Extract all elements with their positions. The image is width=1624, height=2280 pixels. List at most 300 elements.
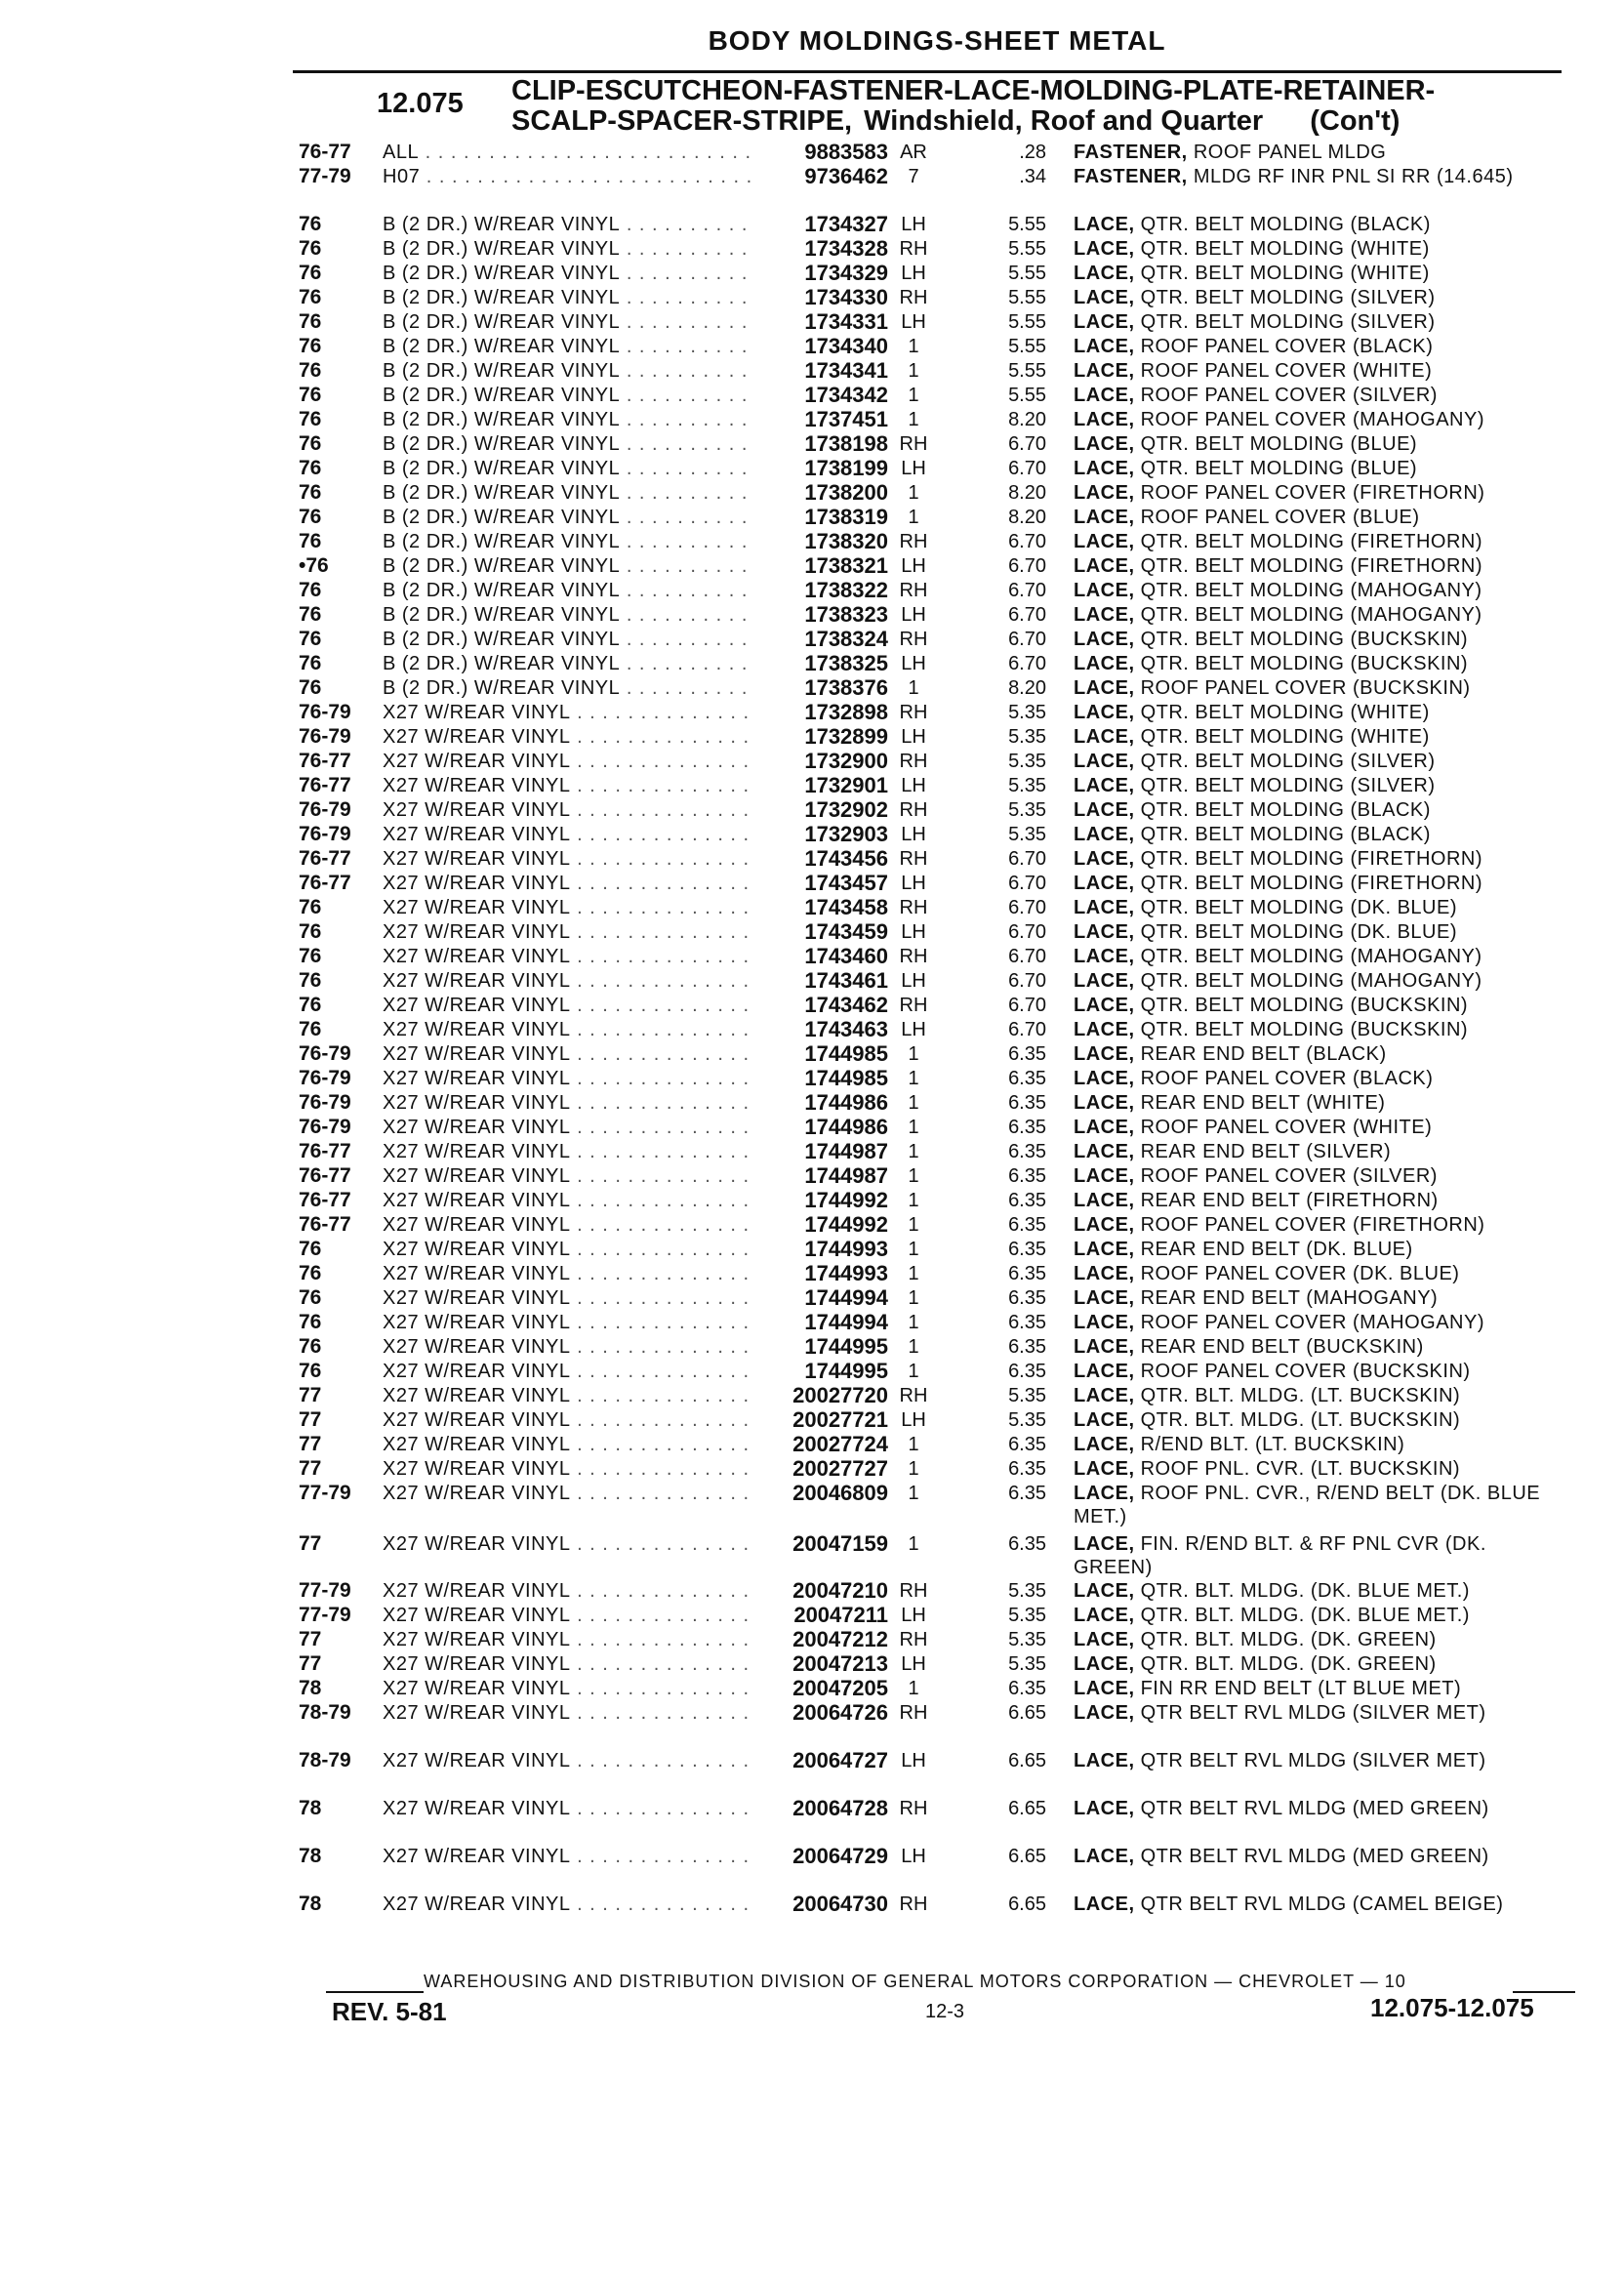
description-text: QTR. BELT MOLDING (BUCKSKIN) <box>1140 653 1469 674</box>
quantity: RH <box>899 799 928 821</box>
description-text: QTR. BELT MOLDING (WHITE) <box>1140 702 1430 723</box>
description-text: QTR. BELT MOLDING (SILVER) <box>1140 311 1436 333</box>
price: 6.70 <box>1008 604 1046 626</box>
model-year: 76 <box>299 945 322 967</box>
model-year: 77-79 <box>299 1579 351 1602</box>
description <box>1074 262 1562 285</box>
description-text: ROOF PANEL COVER (SILVER) <box>1140 385 1438 406</box>
description <box>1074 969 1562 993</box>
model-year: 77-79 <box>299 1482 351 1504</box>
price: 6.65 <box>1008 1846 1046 1867</box>
model: X27 W/REAR VINYL . . . <box>383 1482 753 1505</box>
part-number: 1738199 <box>804 456 888 480</box>
price: 5.35 <box>1008 702 1046 723</box>
model: X27 W/REAR VINYL . . . <box>383 1408 753 1432</box>
model-year: 76 <box>299 603 322 626</box>
part-number: 1734341 <box>804 358 888 383</box>
part-number: 1734330 <box>804 285 888 309</box>
description-text: QTR. BLT. MLDG. (DK. GREEN) <box>1140 1629 1437 1650</box>
part-number: 1743462 <box>804 993 888 1017</box>
description-text: QTR. BELT MOLDING (SILVER) <box>1140 287 1436 308</box>
description <box>1074 1238 1562 1261</box>
price: 5.55 <box>1008 263 1046 284</box>
description <box>1074 1701 1562 1725</box>
section-number: 12.075 <box>377 88 464 119</box>
description-text: QTR. BLT. MLDG. (DK. BLUE MET.) <box>1140 1580 1470 1602</box>
description <box>1074 1652 1562 1676</box>
description-text: ROOF PANEL COVER (WHITE) <box>1140 1117 1433 1138</box>
description-type: LACE, <box>1074 1190 1135 1211</box>
price: 6.70 <box>1008 848 1046 870</box>
part-number: 1734340 <box>804 334 888 358</box>
model: X27 W/REAR VINYL . . . <box>383 1116 753 1139</box>
price: 6.70 <box>1008 580 1046 601</box>
model: X27 W/REAR VINYL . . . <box>383 1335 753 1359</box>
quantity: 1 <box>908 360 919 382</box>
model: X27 W/REAR VINYL . . . <box>383 1067 753 1090</box>
model: B (2 DR.) W/REAR VINYL . . . <box>383 213 753 236</box>
description-type: LACE, <box>1074 1798 1135 1819</box>
part-number: 1743456 <box>804 846 888 871</box>
price: 6.70 <box>1008 970 1046 992</box>
quantity: 1 <box>908 1117 919 1138</box>
quantity: 1 <box>908 1190 919 1211</box>
part-number: 1734327 <box>804 212 888 236</box>
description-type: LACE, <box>1074 580 1135 601</box>
part-number: 1732899 <box>804 724 888 749</box>
price: 8.20 <box>1008 409 1046 430</box>
description-text: FIN. R/END BLT. & RF PNL CVR (DK. GREEN) <box>1074 1533 1486 1578</box>
part-number: 1738320 <box>804 529 888 553</box>
description-text: QTR BELT RVL MLDG (CAMEL BEIGE) <box>1140 1893 1504 1915</box>
model: B (2 DR.) W/REAR VINYL . . . <box>383 262 753 285</box>
model-year: 76 <box>299 384 322 406</box>
model-year: 77 <box>299 1628 322 1650</box>
model: X27 W/REAR VINYL . . . <box>383 1701 753 1725</box>
description-text: MLDG RF INR PNL SI RR (14.645) <box>1193 166 1514 187</box>
description-type: LACE, <box>1074 531 1135 552</box>
description-text: QTR. BELT MOLDING (FIRETHORN) <box>1140 555 1482 577</box>
part-number: 20027721 <box>792 1407 888 1432</box>
part-number: 1732901 <box>804 773 888 797</box>
quantity: LH <box>901 726 926 748</box>
price: 5.55 <box>1008 311 1046 333</box>
description-type: LACE, <box>1074 555 1135 577</box>
page-header-title: BODY MOLDINGS-SHEET METAL <box>708 25 1166 56</box>
model-year: 76-77 <box>299 1213 351 1236</box>
model: X27 W/REAR VINYL . . . <box>383 1311 753 1334</box>
description-type: LACE, <box>1074 507 1135 528</box>
description-text: QTR. BELT MOLDING (BLUE) <box>1140 458 1418 479</box>
description-type: LACE, <box>1074 1165 1135 1187</box>
part-number: 1734342 <box>804 383 888 407</box>
quantity: RH <box>899 629 928 650</box>
part-number: 1743463 <box>804 1017 888 1041</box>
model: X27 W/REAR VINYL . . . <box>383 1189 753 1212</box>
quantity: RH <box>899 531 928 552</box>
price: 6.35 <box>1008 1458 1046 1480</box>
part-number: 1744987 <box>804 1163 888 1188</box>
model-year: 76 <box>299 920 322 943</box>
model: B (2 DR.) W/REAR VINYL . . . <box>383 603 753 627</box>
model-year: 77-79 <box>299 165 351 187</box>
description-type: LACE, <box>1074 897 1135 918</box>
description-type: LACE, <box>1074 775 1135 796</box>
description-type: LACE, <box>1074 1361 1135 1382</box>
description-text: ROOF PANEL COVER (BUCKSKIN) <box>1140 1361 1471 1382</box>
model-year: 78-79 <box>299 1701 351 1724</box>
model-year: 76 <box>299 237 322 260</box>
part-number: 1743459 <box>804 919 888 944</box>
model-year: 77 <box>299 1384 322 1406</box>
price: 8.20 <box>1008 482 1046 504</box>
part-number: 9736462 <box>804 164 888 188</box>
model: X27 W/REAR VINYL . . . <box>383 725 753 749</box>
quantity: 1 <box>908 482 919 504</box>
model-year: 76-77 <box>299 1140 351 1162</box>
description-text: QTR. BELT MOLDING (FIRETHORN) <box>1140 873 1482 894</box>
description <box>1074 1335 1562 1359</box>
description-text: QTR. BELT MOLDING (MAHOGANY) <box>1140 580 1482 601</box>
model-year: 76 <box>299 896 322 918</box>
part-number: 1738323 <box>804 602 888 627</box>
price: 5.35 <box>1008 1605 1046 1626</box>
price: 5.35 <box>1008 1629 1046 1650</box>
description <box>1074 1116 1562 1139</box>
description-text: QTR. BELT MOLDING (SILVER) <box>1140 775 1436 796</box>
price: 5.55 <box>1008 336 1046 357</box>
model: X27 W/REAR VINYL . . . <box>383 774 753 797</box>
description-type: LACE, <box>1074 848 1135 870</box>
quantity: 1 <box>908 1533 919 1555</box>
model-year: 77 <box>299 1408 322 1431</box>
part-number: 1743460 <box>804 944 888 968</box>
model: X27 W/REAR VINYL . . . <box>383 1140 753 1163</box>
part-number: 1738319 <box>804 505 888 529</box>
description <box>1074 994 1562 1017</box>
quantity: LH <box>901 970 926 992</box>
description-type: LACE, <box>1074 873 1135 894</box>
description-type: LACE, <box>1074 799 1135 821</box>
model-year: 76 <box>299 994 322 1016</box>
model: X27 W/REAR VINYL . . . <box>383 1384 753 1407</box>
price: 6.35 <box>1008 1287 1046 1309</box>
description-text: QTR BELT RVL MLDG (MED GREEN) <box>1140 1798 1489 1819</box>
part-number: 20047213 <box>792 1651 888 1676</box>
model: B (2 DR.) W/REAR VINYL . . . <box>383 237 753 261</box>
description-text: QTR. BELT MOLDING (WHITE) <box>1140 238 1430 260</box>
description-type: LACE, <box>1074 824 1135 845</box>
quantity: RH <box>899 287 928 308</box>
description <box>1074 384 1562 407</box>
model: ALL . . . <box>383 141 753 164</box>
footer-section-range: 12.075-12.075 <box>1370 1993 1534 2022</box>
model: X27 W/REAR VINYL . . . <box>383 1604 753 1627</box>
part-number: 20064726 <box>792 1700 888 1725</box>
part-number: 1743457 <box>804 871 888 895</box>
footer-page-number: 12-3 <box>925 2001 965 2022</box>
description <box>1074 603 1562 627</box>
description-type: LACE, <box>1074 1287 1135 1309</box>
quantity: 1 <box>908 1678 919 1699</box>
part-number: 1744995 <box>804 1334 888 1359</box>
description <box>1074 1213 1562 1237</box>
model-year: 76 <box>299 213 322 235</box>
price: 5.35 <box>1008 775 1046 796</box>
part-number: 1744993 <box>804 1237 888 1261</box>
description <box>1074 1604 1562 1627</box>
description-text: QTR. BELT MOLDING (BUCKSKIN) <box>1140 1019 1469 1040</box>
quantity: LH <box>901 311 926 333</box>
model: X27 W/REAR VINYL . . . <box>383 1532 753 1556</box>
description <box>1074 530 1562 553</box>
part-number: 1737451 <box>804 407 888 431</box>
part-number: 1743461 <box>804 968 888 993</box>
description <box>1074 1262 1562 1285</box>
part-number: 1738200 <box>804 480 888 505</box>
model-year: 76-77 <box>299 872 351 894</box>
price: 5.55 <box>1008 238 1046 260</box>
model: B (2 DR.) W/REAR VINYL . . . <box>383 457 753 480</box>
model-year: 76-79 <box>299 823 351 845</box>
part-number: 20047212 <box>792 1627 888 1651</box>
description-type: LACE, <box>1074 409 1135 430</box>
description-type: LACE, <box>1074 433 1135 455</box>
description <box>1074 1042 1562 1066</box>
model-year: 76 <box>299 1335 322 1358</box>
description <box>1074 1140 1562 1163</box>
description-type: LACE, <box>1074 1214 1135 1236</box>
description-text: REAR END BELT (BLACK) <box>1140 1043 1387 1065</box>
description-type: LACE, <box>1074 726 1135 748</box>
description <box>1074 628 1562 651</box>
description <box>1074 725 1562 749</box>
model-year: 76 <box>299 1286 322 1309</box>
description <box>1074 1360 1562 1383</box>
description <box>1074 1797 1562 1820</box>
part-number: 1744986 <box>804 1090 888 1115</box>
description-text: ROOF PANEL COVER (FIRETHORN) <box>1140 482 1485 504</box>
part-number: 1738321 <box>804 553 888 578</box>
description-type: LACE, <box>1074 311 1135 333</box>
description-text: REAR END BELT (MAHOGANY) <box>1140 1287 1439 1309</box>
price: 8.20 <box>1008 677 1046 699</box>
price: 6.35 <box>1008 1043 1046 1065</box>
price: 6.35 <box>1008 1361 1046 1382</box>
part-number: 1738325 <box>804 651 888 675</box>
model-year: 76 <box>299 628 322 650</box>
description <box>1074 1532 1562 1579</box>
description <box>1074 237 1562 261</box>
part-number: 1744992 <box>804 1188 888 1212</box>
footer-rule-left <box>326 1991 424 1993</box>
quantity: 1 <box>908 385 919 406</box>
quantity: 1 <box>908 1336 919 1358</box>
description <box>1074 652 1562 675</box>
description <box>1074 1457 1562 1481</box>
description-type: LACE, <box>1074 1458 1135 1480</box>
quantity: 1 <box>908 1434 919 1455</box>
quantity: RH <box>899 1798 928 1819</box>
description-text: ROOF PANEL COVER (MAHOGANY) <box>1140 409 1484 430</box>
model: X27 W/REAR VINYL . . . <box>383 847 753 871</box>
quantity: RH <box>899 946 928 967</box>
quantity: LH <box>901 604 926 626</box>
quantity: RH <box>899 1385 928 1406</box>
model-year: 78 <box>299 1797 322 1819</box>
part-number: 20027720 <box>792 1383 888 1407</box>
quantity: RH <box>899 897 928 918</box>
model-year: 76-77 <box>299 141 351 163</box>
part-number: 1744985 <box>804 1066 888 1090</box>
model-year: 78 <box>299 1845 322 1867</box>
description <box>1074 359 1562 383</box>
section-title-line2: SCALP-SPACER-STRIPE, <box>511 105 853 137</box>
model-year: 76-79 <box>299 701 351 723</box>
description-text: QTR. BELT MOLDING (WHITE) <box>1140 726 1430 748</box>
description-type: LACE, <box>1074 751 1135 772</box>
model-year: 76 <box>299 408 322 430</box>
model-year: 77 <box>299 1433 322 1455</box>
quantity: 1 <box>908 1312 919 1333</box>
model-year: 76 <box>299 457 322 479</box>
model-year: 76-79 <box>299 798 351 821</box>
description-type: LACE, <box>1074 336 1135 357</box>
model: X27 W/REAR VINYL . . . <box>383 798 753 822</box>
description-type: LACE, <box>1074 238 1135 260</box>
price: 5.35 <box>1008 751 1046 772</box>
description-type: LACE, <box>1074 1533 1135 1555</box>
price: 5.55 <box>1008 360 1046 382</box>
model-year: 76-77 <box>299 847 351 870</box>
quantity: RH <box>899 580 928 601</box>
price: 6.35 <box>1008 1141 1046 1162</box>
description-text: ROOF PANEL COVER (WHITE) <box>1140 360 1433 382</box>
description <box>1074 1189 1562 1212</box>
part-number: 1744994 <box>804 1310 888 1334</box>
part-number: 20064729 <box>792 1844 888 1868</box>
model: X27 W/REAR VINYL . . . <box>383 1164 753 1188</box>
model: X27 W/REAR VINYL . . . <box>383 1749 753 1772</box>
model: B (2 DR.) W/REAR VINYL . . . <box>383 481 753 505</box>
description-type: LACE, <box>1074 1702 1135 1724</box>
model: X27 W/REAR VINYL . . . <box>383 1091 753 1115</box>
description <box>1074 1067 1562 1090</box>
model: X27 W/REAR VINYL . . . <box>383 1677 753 1700</box>
model: B (2 DR.) W/REAR VINYL . . . <box>383 506 753 529</box>
description-type: LACE, <box>1074 1629 1135 1650</box>
description <box>1074 481 1562 505</box>
description-type: LACE, <box>1074 458 1135 479</box>
description <box>1074 579 1562 602</box>
description-type: LACE, <box>1074 604 1135 626</box>
description-type: LACE, <box>1074 1653 1135 1675</box>
model: B (2 DR.) W/REAR VINYL . . . <box>383 286 753 309</box>
description-text: QTR. BELT MOLDING (WHITE) <box>1140 263 1430 284</box>
model: B (2 DR.) W/REAR VINYL . . . <box>383 676 753 700</box>
part-number: 1732898 <box>804 700 888 724</box>
description-text: QTR. BELT MOLDING (BLACK) <box>1140 799 1431 821</box>
price: 8.20 <box>1008 507 1046 528</box>
model: X27 W/REAR VINYL . . . <box>383 1262 753 1285</box>
model-year: 76-79 <box>299 1067 351 1089</box>
quantity: RH <box>899 848 928 870</box>
description-text: QTR. BLT. MLDG. (DK. BLUE MET.) <box>1140 1605 1470 1626</box>
description-type: LACE, <box>1074 1893 1135 1915</box>
part-number: 1744995 <box>804 1359 888 1383</box>
price: 6.65 <box>1008 1750 1046 1771</box>
description-text: QTR. BELT MOLDING (FIRETHORN) <box>1140 848 1482 870</box>
description <box>1074 1749 1562 1772</box>
model: B (2 DR.) W/REAR VINYL . . . <box>383 628 753 651</box>
quantity: RH <box>899 1580 928 1602</box>
part-number: 20064730 <box>792 1892 888 1916</box>
quantity: 1 <box>908 1092 919 1114</box>
description <box>1074 335 1562 358</box>
description-type: FASTENER, <box>1074 166 1188 187</box>
quantity: LH <box>901 653 926 674</box>
price: 6.70 <box>1008 629 1046 650</box>
description-type: LACE, <box>1074 1141 1135 1162</box>
model: B (2 DR.) W/REAR VINYL . . . <box>383 359 753 383</box>
price: 6.70 <box>1008 555 1046 577</box>
quantity: RH <box>899 1893 928 1915</box>
model: X27 W/REAR VINYL . . . <box>383 1652 753 1676</box>
model: B (2 DR.) W/REAR VINYL . . . <box>383 408 753 431</box>
description <box>1074 750 1562 773</box>
description <box>1074 165 1562 188</box>
model: H07 . . . <box>383 165 753 188</box>
quantity: 1 <box>908 1043 919 1065</box>
description-text: FIN RR END BELT (LT BLUE MET) <box>1140 1678 1462 1699</box>
description <box>1074 896 1562 919</box>
description-text: QTR. BELT MOLDING (BLUE) <box>1140 433 1418 455</box>
part-number: 1744986 <box>804 1115 888 1139</box>
quantity: RH <box>899 995 928 1016</box>
section-title-line2b: Windshield, Roof and Quarter <box>864 105 1264 137</box>
price: 6.70 <box>1008 653 1046 674</box>
model-year: 76 <box>299 481 322 504</box>
price: 5.35 <box>1008 1409 1046 1431</box>
model-year: 77 <box>299 1532 322 1555</box>
part-number: 1744987 <box>804 1139 888 1163</box>
part-number: 1744992 <box>804 1212 888 1237</box>
description-type: LACE, <box>1074 482 1135 504</box>
footer-division: WAREHOUSING AND DISTRIBUTION DIVISION OF GENERAL MOTORS CORPORATION — CHEVROLET — 10 <box>424 1972 1406 1991</box>
model-year: 76 <box>299 530 322 552</box>
price: .28 <box>1019 142 1046 163</box>
model: B (2 DR.) W/REAR VINYL . . . <box>383 310 753 334</box>
description-text: REAR END BELT (WHITE) <box>1140 1092 1386 1114</box>
description <box>1074 1018 1562 1041</box>
price: 6.35 <box>1008 1239 1046 1260</box>
description-type: LACE, <box>1074 1846 1135 1867</box>
quantity: 1 <box>908 336 919 357</box>
description <box>1074 506 1562 529</box>
description <box>1074 920 1562 944</box>
model: X27 W/REAR VINYL . . . <box>383 1360 753 1383</box>
description-text: ROOF PNL. CVR. (LT. BUCKSKIN) <box>1140 1458 1461 1480</box>
description-type: LACE, <box>1074 1434 1135 1455</box>
description-text: REAR END BELT (DK. BLUE) <box>1140 1239 1413 1260</box>
description <box>1074 1384 1562 1407</box>
description-type: LACE, <box>1074 629 1135 650</box>
model-year: 78 <box>299 1893 322 1915</box>
quantity: LH <box>901 555 926 577</box>
description <box>1074 1164 1562 1188</box>
model-year: 76-79 <box>299 1091 351 1114</box>
part-number: 20027727 <box>792 1456 888 1481</box>
